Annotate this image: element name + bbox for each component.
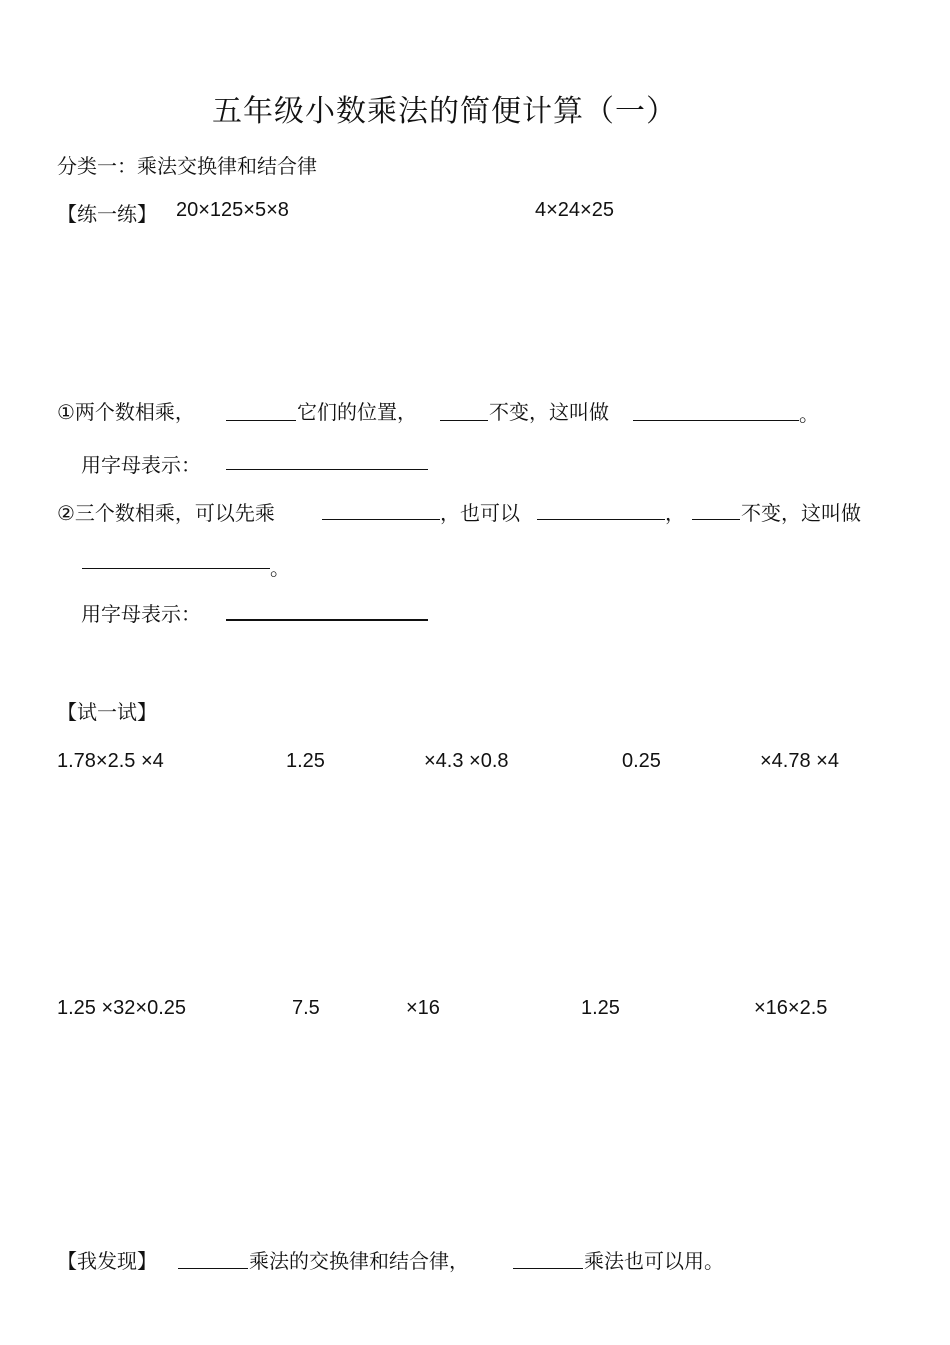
- discover-label: 【我发现】: [57, 1249, 157, 1273]
- rule2-text-2: ，也可以: [440, 501, 520, 525]
- rule1-blank-2[interactable]: [440, 420, 488, 421]
- rule1-prefix: ①两个数相乘，: [57, 400, 195, 424]
- try-row2-item-5: ×16×2.5: [754, 997, 828, 1019]
- rule2-text-4: 不变，这叫做: [741, 501, 861, 525]
- practice-problem-2: 4×24×25: [535, 199, 614, 221]
- category-heading: 分类一：乘法交换律和结合律: [57, 154, 317, 178]
- rule2-blank-3[interactable]: [692, 519, 740, 520]
- discover-blank-2[interactable]: [513, 1268, 583, 1269]
- try-row2-item-2: 7.5: [292, 997, 320, 1019]
- rule2-prefix: ②三个数相乘，可以先乘: [57, 501, 275, 525]
- rule1-end: 。: [799, 402, 819, 426]
- rule2-letter-label: 用字母表示：: [81, 602, 201, 626]
- try-row1-item-2: 1.25: [286, 750, 325, 772]
- rule1-blank-1[interactable]: [226, 420, 296, 421]
- practice-label: 【练一练】: [57, 202, 157, 226]
- page-title: 五年级小数乘法的简便计算（一）: [212, 94, 677, 129]
- try-row1-item-4: 0.25: [622, 750, 661, 772]
- try-label: 【试一试】: [57, 700, 157, 724]
- discover-blank-1[interactable]: [178, 1268, 248, 1269]
- rule2-blank-2[interactable]: [537, 519, 665, 520]
- try-row1-item-1: 1.78×2.5 ×4: [57, 750, 164, 772]
- rule2-end: 。: [270, 556, 290, 580]
- practice-problem-1: 20×125×5×8: [176, 199, 289, 221]
- try-row1-item-3: ×4.3 ×0.8: [424, 750, 509, 772]
- try-row2-item-3: ×16: [406, 997, 440, 1019]
- rule2-blank-4[interactable]: [82, 568, 270, 569]
- rule1-letter-label: 用字母表示：: [81, 453, 201, 477]
- discover-text-2: 乘法也可以用。: [584, 1249, 724, 1273]
- try-row2-item-4: 1.25: [581, 997, 620, 1019]
- rule2-letter-blank[interactable]: [226, 619, 428, 621]
- rule2-text-3: ，: [665, 501, 685, 525]
- rule1-letter-blank[interactable]: [226, 469, 428, 470]
- rule1-blank-3[interactable]: [633, 420, 799, 421]
- try-row1-item-5: ×4.78 ×4: [760, 750, 839, 772]
- rule1-text-2: 它们的位置，: [297, 400, 417, 424]
- rule1-text-3: 不变，这叫做: [489, 400, 609, 424]
- rule2-blank-1[interactable]: [322, 519, 440, 520]
- discover-text-1: 乘法的交换律和结合律，: [249, 1249, 469, 1273]
- try-row2-item-1: 1.25 ×32×0.25: [57, 997, 187, 1019]
